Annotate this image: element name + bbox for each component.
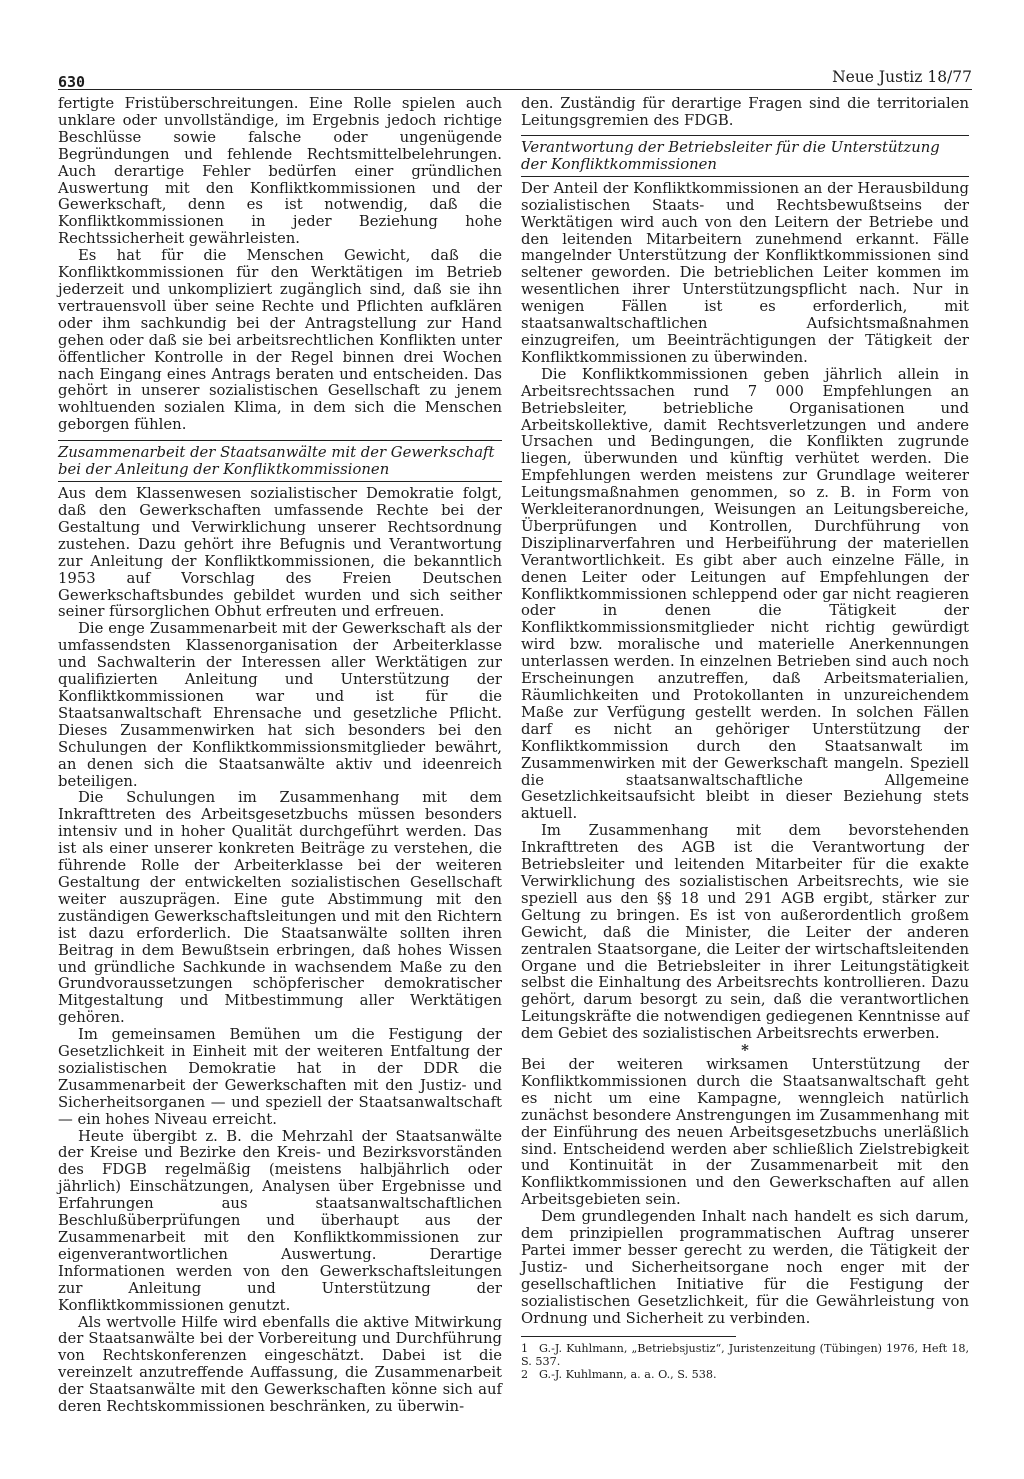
paragraph: Die enge Zusammenarbeit mit der Gewerkschaft als der umfassendsten Klassenorganisation der Arbeiterklasse und Sachwalterin der Interessen aller Werktätigen zur qualifizierten Anleitung und Unterstützung der Konfliktkommissionen war und ist für die Staatsanwaltschaft Ehrensache und gesetzliche Pflicht. Dieses Zusammenwirken hat sich besonders bei den Schulungen der Konfliktkommissionsmitglieder bewährt, an denen sich die Staatsanwälte aktiv und ideenreich beteiligen.: [58, 620, 502, 790]
paragraph: Die Konfliktkommissionen geben jährlich allein in Arbeitsrechtssachen rund 7 000 Empfehlungen an Betriebsleiter, betriebliche Organisationen und Arbeitskollektive, damit Rechtsverletzungen und andere Ursachen und Bedingungen, die Konflikten zugrunde liegen, überwunden und künftig verhütet werden. Die Empfehlungen werden meistens zur Grundlage weiterer Leitungsmaßnahmen genommen, so z. B. in Form von Werkleiteranordnungen, Weisungen an Leitungsbereiche, Überprüfungen und Kontrollen, Durchführung von Disziplinarverfahren und Herbeiführung der materiellen Verantwortlichkeit. Es gibt aber auch einzelne Fälle, in denen Leiter oder Leitungen auf Empfehlungen der Konfliktkommissionen schleppend oder gar nicht reagieren oder in denen die Tätigkeit der Konfliktkommissionsmitglieder nicht richtig gewürdigt wird bzw. moralische und materielle Anerkennungen unterlassen werden. In einzelnen Betrieben sind auch noch Erscheinungen anzutreffen, daß Arbeitsmaterialien, Räumlichkeiten und Protokollanten in unzureichendem Maße zur Verfügung gestellt werden. In solchen Fällen darf es nicht an gehöriger Unterstützung der Konfliktkommission durch den Staatsanwalt im Zusammenwirken mit der Gewerkschaft mangeln. Speziell die staatsanwaltschaftliche Allgemeine Gesetzlichkeitsaufsicht bleibt in dieser Beziehung stets aktuell.: [521, 365, 969, 823]
footnote-number: 2: [521, 1367, 529, 1381]
paragraph: den. Zuständig für derartige Fragen sind die territorialen Leitungsgremien des FDGB.: [521, 95, 969, 129]
right-column: [521, 96, 969, 1381]
journal-issue-header: Neue Justiz 18/77: [832, 68, 972, 86]
section-heading: Zusammenarbeit der Staatsanwälte mit der Gewerkschaft bei der Anleitung der Konfliktkommissionen: [58, 444, 495, 479]
paragraph: Aus dem Klassenwesen sozialistischer Demokratie folgt, daß den Gewerkschaften umfassende Rechte bei der Gestaltung und Verwirklichung unserer Rechtsordnung zustehen. Dazu gehört ihre Befugnis und Verantwortung zur Anleitung der Konfliktkommissionen, die bekanntlich 1953 auf Vorschlag des Freien Deutschen Gewerkschaftsbundes gebildet wurden und sich seither seiner fürsorglichen Obhut erfreuten und erfreuen.: [58, 485, 502, 621]
section-rule: [521, 135, 969, 136]
section-rule: [58, 481, 502, 482]
section-rule: [58, 440, 502, 441]
paragraph: Der Anteil der Konfliktkommissionen an der Herausbildung sozialistischen Staats- und Rechtsbewußtseins der Werktätigen wird auch von den Leitern der Betriebe und den leitenden Mitarbeitern zunehmend erkannt. Fälle mangelnder Unterstützung der Konfliktkommissionen sind seltener geworden. Die betrieblichen Leiter kommen im wesentlichen ihrer Unterstützungspflicht nach. Nur in wenigen Fällen ist es erforderlich, mit staatsanwaltschaftlichen Aufsichtsmaßnahmen einzugreifen, um Beeinträchtigungen der Tätigkeit der Konfliktkommissionen zu überwinden.: [521, 179, 969, 366]
paragraph: Heute übergibt z. B. die Mehrzahl der Staatsanwälte der Kreise und Bezirke den Kreis- und Bezirksvorständen des FDGB regelmäßig (meistens halbjährlich oder jährlich) Einschätzungen, Analysen über Ergebnisse und Erfahrungen aus staatsanwaltschaftlichen Beschlußüberprüfungen und überhaupt aus der Zusammenarbeit mit den Konfliktkommissionen zur eigenverantwortlichen Auswertung. Derartige Informationen werden von den Gewerkschaftsleitungen zur Anleitung und Unterstützung der Konfliktkommissionen genutzt.: [58, 1127, 502, 1314]
paragraph: fertigte Fristüberschreitungen. Eine Rolle spielen auch unklare oder unvollständige, im Ergebnis jedoch richtige Beschlüsse sowie falsche oder ungenügende Begründungen und fehlende Rechtsmittelbelehrungen. Auch derartige Fehler bedürfen einer gründlichen Auswertung mit den Konfliktkommissionen und der Gewerkschaft, denn es ist notwendig, daß die Konfliktkommissionen in jeder Beziehung hohe Rechtssicherheit gewährleisten.: [58, 95, 502, 248]
footnote-number: 1: [521, 1341, 529, 1355]
footnote-rule: [521, 1336, 736, 1337]
footnote-text: G.-J. Kuhlmann, „Betriebsjustiz“, Juristenzeitung (Tübingen) 1976, Heft 18, S. 537.: [521, 1341, 969, 1368]
paragraph: Im Zusammenhang mit dem bevorstehenden Inkrafttreten des AGB ist die Verantwortung der Betriebsleiter und leitenden Mitarbeiter für die exakte Verwirklichung des sozialistischen Arbeitsrechts, wie sie speziell aus den §§ 18 und 291 AGB ergibt, stärker zur Geltung zu bringen. Es ist von außerordentlich großem Gewicht, daß die Minister, die Leiter der anderen zentralen Staatsorgane, die Leiter der wirtschaftsleitenden Organe und die Betriebsleiter in ihrer Leitungstätigkeit selbst die Einhaltung des Arbeitsrechts kontrollieren. Dazu gehört, darum besorgt zu sein, daß die verantwortlichen Leitungskräfte die notwendigen gediegenen Kenntnisse auf dem Gebiet des sozialistischen Arbeitsrechts erwerben.: [521, 822, 969, 1043]
paragraph: Es hat für die Menschen Gewicht, daß die Konfliktkommissionen für den Werktätigen im Betrieb jederzeit und unkompliziert zugänglich sind, daß sie ihn vertrauensvoll über seine Rechte und Pflichten aufklären oder ihm sachkundig bei der Antragstellung zur Hand gehen oder daß sie bei arbeitsrechtlichen Konflikten unter öffentlicher Kontrolle in der Regel binnen drei Wochen nach Eingang eines Antrags beraten und entscheiden. Das gehört in unserer sozialistischen Gesellschaft zu jenem wohltuenden sozialen Klima, in dem sich die Menschen geborgen fühlen.: [58, 247, 502, 434]
footnote: [521, 1368, 969, 1381]
page-number: 630: [58, 73, 86, 91]
footnote: [521, 1342, 969, 1368]
paragraph: Im gemeinsamen Bemühen um die Festigung der Gesetzlichkeit in Einheit mit der weiteren Entfaltung der sozialistischen Demokratie hat in der DDR die Zusammenarbeit der Gewerkschaften mit den Justiz- und Sicherheitsorganen — und speziell der Staatsanwaltschaft — ein hohes Niveau erreicht.: [58, 1026, 502, 1128]
section-separator: *: [741, 1042, 749, 1060]
paragraph: Dem grundlegenden Inhalt nach handelt es sich darum, dem prinzipiellen programmatischen Auftrag unserer Partei immer besser gerecht zu werden, die Tätigkeit der Justiz- und Sicherheitsorgane noch enger mit der gesellschaftlichen Initiative für die Festigung der sozialistischen Gesetzlichkeit, für die Gewährleistung von Ordnung und Sicherheit zu verbinden.: [521, 1208, 969, 1327]
header-rule: [58, 89, 972, 90]
paragraph: Als wertvolle Hilfe wird ebenfalls die aktive Mitwirkung der Staatsanwälte bei der Vorbereitung und Durchführung von Rechtskonferenzen eingeschätzt. Dabei ist die vereinzelt anzutreffende Auffassung, die Zusammenarbeit der Staatsanwälte mit den Gewerkschaften könne sich auf deren Rechtskommissionen beschränken, zu überwin-: [58, 1313, 502, 1416]
footnote-text: G.-J. Kuhlmann, a. a. O., S. 538.: [539, 1367, 717, 1381]
paragraph: Die Schulungen im Zusammenhang mit dem Inkrafttreten des Arbeitsgesetzbuchs müssen besonders intensiv und in hoher Qualität durchgeführt werden. Das ist als einer unserer konkreten Beiträge zu verstehen, die führende Rolle der Arbeiterklasse bei der weiteren Gestaltung der entwickelten sozialistischen Gesellschaft weiter auszuprägen. Eine gute Abstimmung mit den zuständigen Gewerkschaftsleitungen und mit den Richtern ist dazu erforderlich. Die Staatsanwälte sollten ihren Beitrag in dem Bewußtsein erbringen, daß hohes Wissen und gründliche Sachkunde in wachsendem Maße zu den Grundvoraussetzungen schöpferischer demokratischer Mitgestaltung und Mitbestimmung aller Werktätigen gehören.: [58, 789, 502, 1027]
section-heading: Verantwortung der Betriebsleiter für die Unterstützung der Konfliktkommissionen: [521, 138, 940, 173]
paragraph: Bei der weiteren wirksamen Unterstützung der Konfliktkommissionen durch die Staatsanwaltschaft geht es nicht um eine Kampagne, wenngleich natürlich zunächst besondere Anstrengungen im Zusammenhang mit der Einführung des neuen Arbeitsgesetzbuchs unerläßlich sind. Entscheidend werden aber schließlich Zielstrebigkeit und Kontinuität in der Zusammenarbeit mit den Konfliktkommissionen und den Gewerkschaften auf allen Arbeitsgebieten sein.: [521, 1056, 969, 1209]
left-column: [58, 96, 502, 1416]
section-rule: [521, 176, 969, 177]
